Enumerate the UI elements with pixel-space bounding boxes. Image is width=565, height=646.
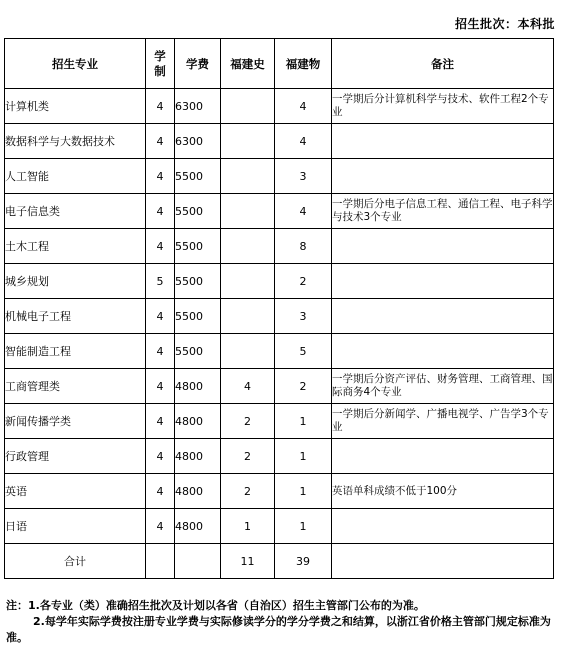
fujian-physics-cell: 2 xyxy=(275,264,332,299)
duration-cell: 4 xyxy=(146,299,175,334)
tuition-cell: 5500 xyxy=(175,334,221,369)
table-row xyxy=(5,404,554,439)
major-cell: 工商管理类 xyxy=(5,369,146,404)
table-row xyxy=(5,439,554,474)
tuition-cell: 4800 xyxy=(175,439,221,474)
fujian-physics-cell: 3 xyxy=(275,299,332,334)
table-row xyxy=(5,509,554,544)
fujian-history-cell xyxy=(221,124,275,159)
tuition-cell: 5500 xyxy=(175,299,221,334)
total-row xyxy=(5,544,554,579)
major-cell: 英语 xyxy=(5,474,146,509)
major-cell: 数据科学与大数据技术 xyxy=(5,124,146,159)
remark-cell: 一学期后分计算机科学与技术、软件工程2个专业 xyxy=(332,89,554,124)
fujian-physics-cell: 4 xyxy=(275,194,332,229)
duration-cell: 4 xyxy=(146,509,175,544)
table-row xyxy=(5,194,554,229)
fujian-history-cell: 1 xyxy=(221,509,275,544)
tuition-cell: 5500 xyxy=(175,229,221,264)
fujian-physics-cell: 4 xyxy=(275,89,332,124)
duration-cell: 4 xyxy=(146,474,175,509)
table-row xyxy=(5,264,554,299)
header-duration xyxy=(146,39,175,89)
total-duration-cell xyxy=(146,544,175,579)
table-row xyxy=(5,334,554,369)
header-major: 招生专业 xyxy=(5,39,146,89)
duration-cell: 4 xyxy=(146,89,175,124)
table-row xyxy=(5,159,554,194)
fujian-physics-cell: 1 xyxy=(275,509,332,544)
total-remark-cell xyxy=(332,544,554,579)
tuition-cell: 4800 xyxy=(175,509,221,544)
header-tuition: 学费 xyxy=(175,39,221,89)
table-row xyxy=(5,89,554,124)
header-fujian-physics: 福建物 xyxy=(275,39,332,89)
footnote-2: 2.每学年实际学费按注册专业学费与实际修读学分的学分学费之和结算，以浙江省价格主管部门规定标准为准。 xyxy=(6,615,551,644)
major-cell: 城乡规划 xyxy=(5,264,146,299)
major-cell: 电子信息类 xyxy=(5,194,146,229)
duration-cell: 4 xyxy=(146,124,175,159)
tuition-cell: 6300 xyxy=(175,124,221,159)
fujian-history-cell xyxy=(221,299,275,334)
remark-cell xyxy=(332,299,554,334)
fujian-physics-cell: 4 xyxy=(275,124,332,159)
fujian-physics-cell: 8 xyxy=(275,229,332,264)
header-fujian-history: 福建史 xyxy=(221,39,275,89)
remark-cell xyxy=(332,229,554,264)
remark-cell: 英语单科成绩不低于100分 xyxy=(332,474,554,509)
remark-cell xyxy=(332,334,554,369)
header-duration-text: 学制 xyxy=(154,48,166,78)
duration-cell: 4 xyxy=(146,439,175,474)
major-cell: 智能制造工程 xyxy=(5,334,146,369)
tuition-cell: 5500 xyxy=(175,159,221,194)
tuition-cell: 4800 xyxy=(175,474,221,509)
total-history: 11 xyxy=(221,544,275,579)
fujian-history-cell: 2 xyxy=(221,474,275,509)
duration-cell: 4 xyxy=(146,334,175,369)
fujian-physics-cell: 1 xyxy=(275,439,332,474)
fujian-history-cell xyxy=(221,89,275,124)
fujian-history-cell xyxy=(221,229,275,264)
admission-batch-label: 招生批次：本科批 xyxy=(454,17,555,31)
remark-cell: 一学期后分电子信息工程、通信工程、电子科学与技术3个专业 xyxy=(332,194,554,229)
duration-cell: 4 xyxy=(146,229,175,264)
table-row xyxy=(5,299,554,334)
footnotes xyxy=(6,598,556,646)
fujian-physics-cell: 1 xyxy=(275,404,332,439)
remark-cell xyxy=(332,124,554,159)
fujian-physics-cell: 2 xyxy=(275,369,332,404)
fujian-history-cell xyxy=(221,159,275,194)
tuition-cell: 6300 xyxy=(175,89,221,124)
duration-cell: 4 xyxy=(146,194,175,229)
footnote-1: 注：1.各专业（类）准确招生批次及计划以各省（自治区）招生主管部门公布的为准。 xyxy=(6,599,425,612)
major-cell: 新闻传播学类 xyxy=(5,404,146,439)
fujian-history-cell xyxy=(221,334,275,369)
major-cell: 计算机类 xyxy=(5,89,146,124)
remark-cell: 一学期后分新闻学、广播电视学、广告学3个专业 xyxy=(332,404,554,439)
table-row xyxy=(5,229,554,264)
major-cell: 日语 xyxy=(5,509,146,544)
table-row xyxy=(5,369,554,404)
total-tuition-cell xyxy=(175,544,221,579)
remark-cell xyxy=(332,264,554,299)
major-cell: 土木工程 xyxy=(5,229,146,264)
remark-cell xyxy=(332,509,554,544)
total-label: 合计 xyxy=(5,544,146,579)
total-physics: 39 xyxy=(275,544,332,579)
tuition-cell: 4800 xyxy=(175,369,221,404)
remark-cell xyxy=(332,439,554,474)
duration-cell: 4 xyxy=(146,369,175,404)
fujian-physics-cell: 5 xyxy=(275,334,332,369)
major-cell: 机械电子工程 xyxy=(5,299,146,334)
fujian-history-cell xyxy=(221,264,275,299)
fujian-physics-cell: 3 xyxy=(275,159,332,194)
major-cell: 行政管理 xyxy=(5,439,146,474)
table-row xyxy=(5,124,554,159)
remark-cell: 一学期后分资产评估、财务管理、工商管理、国际商务4个专业 xyxy=(332,369,554,404)
enrollment-plan-table xyxy=(4,38,554,579)
table-header-row xyxy=(5,39,554,89)
major-cell: 人工智能 xyxy=(5,159,146,194)
tuition-cell: 4800 xyxy=(175,404,221,439)
table-row xyxy=(5,474,554,509)
fujian-history-cell xyxy=(221,194,275,229)
duration-cell: 4 xyxy=(146,404,175,439)
fujian-history-cell: 2 xyxy=(221,439,275,474)
header-remark: 备注 xyxy=(332,39,554,89)
tuition-cell: 5500 xyxy=(175,194,221,229)
duration-cell: 5 xyxy=(146,264,175,299)
remark-cell xyxy=(332,159,554,194)
fujian-history-cell: 2 xyxy=(221,404,275,439)
fujian-physics-cell: 1 xyxy=(275,474,332,509)
fujian-history-cell: 4 xyxy=(221,369,275,404)
duration-cell: 4 xyxy=(146,159,175,194)
tuition-cell: 5500 xyxy=(175,264,221,299)
